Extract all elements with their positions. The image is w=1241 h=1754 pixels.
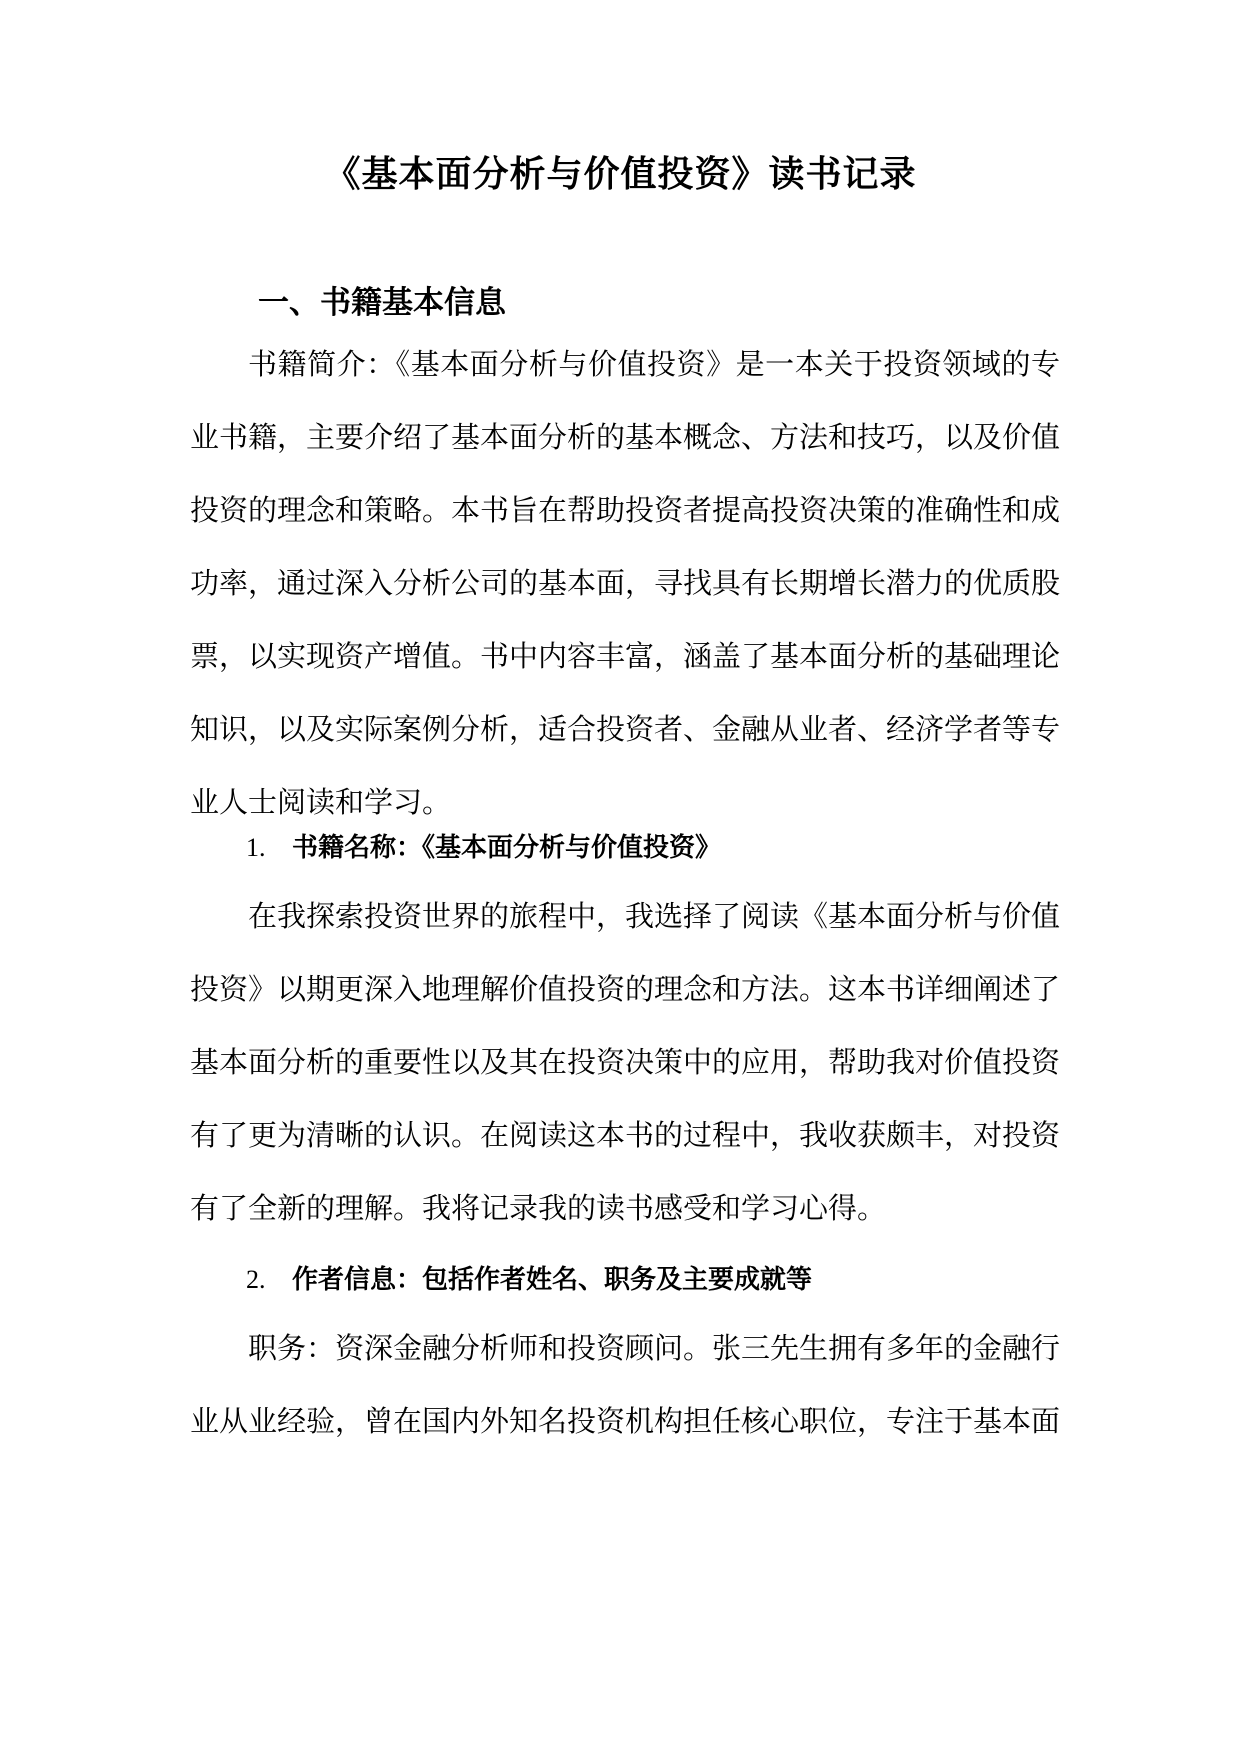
author-info-paragraph: 职务：资深金融分析师和投资顾问。张三先生拥有多年的金融行业从业经验，曾在国内外知名投资机构担任核心职位，专注于基本面 (190, 1331, 1061, 1438)
book-intro-paragraph: 书籍简介：《基本面分析与价值投资》是一本关于投资领域的专业书籍，主要介绍了基本面分析的基本概念、方法和技巧，以及价值投资的理念和策略。本书旨在帮助投资者提高投资决策的准确性和成功率，通过深入分析公司的基本面，寻找具有长期增长潜力的优质股票，以实现资产增值。书中内容丰富，涵盖了基本面分析的基础理论知识，以及实际案例分析，适合投资者、金融从业者、经济学者等专业人士阅读和学习。 (190, 347, 1061, 819)
subheading-author-info (246, 1260, 812, 1300)
subheading-number: 1. (246, 833, 266, 862)
subheading-text: 作者信息：包括作者姓名、职务及主要成就等 (292, 1265, 813, 1295)
subheading-number: 2. (246, 1265, 266, 1294)
section-heading-book-info: 一、书籍基本信息 (258, 285, 506, 321)
reading-motivation-paragraph: 在我探索投资世界的旅程中，我选择了阅读《基本面分析与价值投资》以期更深入地理解价值投资的理念和方法。这本书详细阐述了基本面分析的重要性以及其在投资决策中的应用，帮助我对价值投资有了更为清晰的认识。在阅读这本书的过程中，我收获颇丰，对投资有了全新的理解。我将记录我的读书感受和学习心得。 (190, 899, 1061, 1225)
document-title: 《基本面分析与价值投资》读书记录 (324, 153, 917, 195)
subheading-text: 书籍名称：《基本面分析与价值投资》 (292, 833, 722, 863)
subheading-book-name (246, 828, 721, 868)
